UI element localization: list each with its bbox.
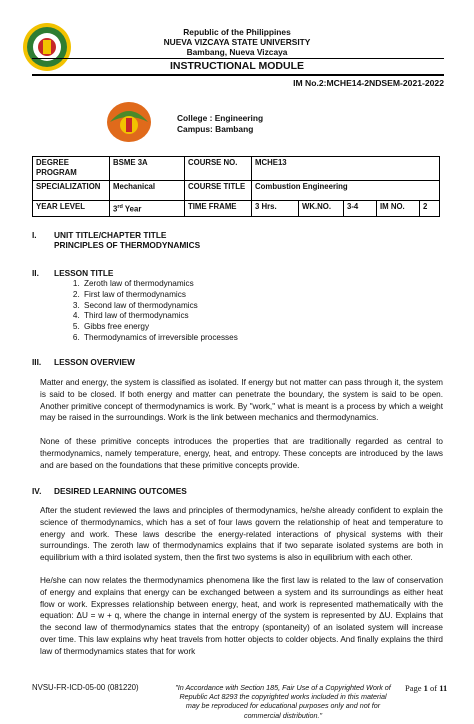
course-info-table <box>32 156 440 217</box>
list-item: 3. Second law of thermodynamics <box>82 301 238 312</box>
outcomes-paragraph-1: After the student reviewed the laws and principles of thermodynamics, he/she already confident to explain the science of thermodynamics, which has a set of four laws govern the relationship of heat and temperature to energy and work. These laws describe the energy-related interactions of physical systems with their surroundings. The zeroth law of thermodynamics explains that if two separate isolated systems are both in equilibrium with a third isolated system, then the first two systems is also in equilibrium with each other. <box>40 506 443 563</box>
degree-label: DEGREE PROGRAM <box>33 157 110 181</box>
section-1-number: I. <box>32 230 37 240</box>
specialization-label: SPECIALIZATION <box>33 181 110 201</box>
table-row <box>33 181 440 201</box>
week-label: WK.NO. <box>299 201 344 217</box>
page-indicator: Page 1 of 11 <box>405 683 448 693</box>
section-1-subtitle: PRINCIPLES OF THERMODYNAMICS <box>54 240 201 250</box>
footer-code: NVSU-FR-ICD-05-00 (081220) <box>32 683 139 692</box>
year-level-label: YEAR LEVEL <box>33 201 110 217</box>
table-row <box>33 201 440 217</box>
header-location: Bambang, Nueva Vizcaya <box>186 47 288 57</box>
year-level-value: 3rd Year <box>110 201 185 217</box>
section-2-title: LESSON TITLE <box>54 268 114 278</box>
im-no-value: 2 <box>420 201 440 217</box>
header-divider-bottom <box>32 74 444 76</box>
list-item: 2. First law of thermodynamics <box>82 290 238 301</box>
time-frame-label: TIME FRAME <box>185 201 252 217</box>
lesson-title-list <box>68 279 238 344</box>
week-value: 3-4 <box>344 201 377 217</box>
section-4-number: IV. <box>32 486 42 496</box>
course-title-value: Combustion Engineering <box>252 181 440 201</box>
list-item: 5. Gibbs free energy <box>82 322 238 333</box>
section-3-number: III. <box>32 357 42 367</box>
section-3-title: LESSON OVERVIEW <box>54 357 135 367</box>
header-republic: Republic of the Philippines <box>183 27 291 37</box>
overview-paragraph-2: None of these primitive concepts introduces the properties that are traditionally regarded as central to thermodynamics, namely temperature, energy, heat, and entropy. These concepts are introduced by the laws and are based on the foundations that these primitive concepts provide. <box>40 437 443 470</box>
course-no-label: COURSE NO. <box>185 157 252 181</box>
list-item: 4. Third law of thermodynamics <box>82 311 238 322</box>
header-divider-top <box>32 58 444 59</box>
college-line: College : Engineering <box>177 113 264 123</box>
specialization-value: Mechanical <box>110 181 185 201</box>
list-item: 6. Thermodynamics of irreversible processes <box>82 333 238 344</box>
footer-copyright-notice: "In Accordance with Section 185, Fair Use of a Copyrighted Work of Republic Act 8293 the copyrighted works included in this material may be reproduced for educational purposes only and not for commercial distribution." <box>175 683 391 720</box>
section-1-title: UNIT TITLE/CHAPTER TITLE <box>54 230 167 240</box>
table-row <box>33 157 440 181</box>
module-title: INSTRUCTIONAL MODULE <box>170 60 304 72</box>
header-university: NUEVA VIZCAYA STATE UNIVERSITY <box>163 37 311 47</box>
hours-value: 3 Hrs. <box>252 201 299 217</box>
course-title-label: COURSE TITLE <box>185 181 252 201</box>
im-number: IM No.2:MCHE14-2NDSEM-2021-2022 <box>293 78 444 88</box>
section-4-title: DESIRED LEARNING OUTCOMES <box>54 486 187 496</box>
list-item: 1. Zeroth law of thermodynamics <box>82 279 238 290</box>
im-no-label: IM NO. <box>377 201 420 217</box>
course-no-value: MCHE13 <box>252 157 440 181</box>
degree-value: BSME 3A <box>110 157 185 181</box>
college-logo <box>104 98 154 144</box>
campus-line: Campus: Bambang <box>177 124 254 134</box>
outcomes-paragraph-2: He/she can now relates the thermodynamics phenomena like the first law is related to the law of conservation of energy and explains that energy can be exchanged between a system and its surroundings as either heat flow or work. Expresses relationship between energy, heat, and work is represented mathematically with the equation: ΔU = w + q, where the change in internal energy of the system is represented by ΔU. Explains that the second law of thermodynamics states that the entropy (spontaneity) of an isolated system will increase over time. This law explains why heat travels from hotter objects to colder objects. And finally explains the third law of thermodynamics states that for work <box>40 576 443 656</box>
section-2-number: II. <box>32 268 39 278</box>
overview-paragraph-1: Matter and energy, the system is classified as isolated. If energy but not matter can pass through it, the system is said to be closed. If both energy and matter can penetrate the boundary, the system is said to be open. Another primitive concept of thermodynamics is work. By "work," what is meant is a process by which a weight may be raised in the surroundings. Work is the link between mechanics and thermodynamics. <box>40 378 443 423</box>
